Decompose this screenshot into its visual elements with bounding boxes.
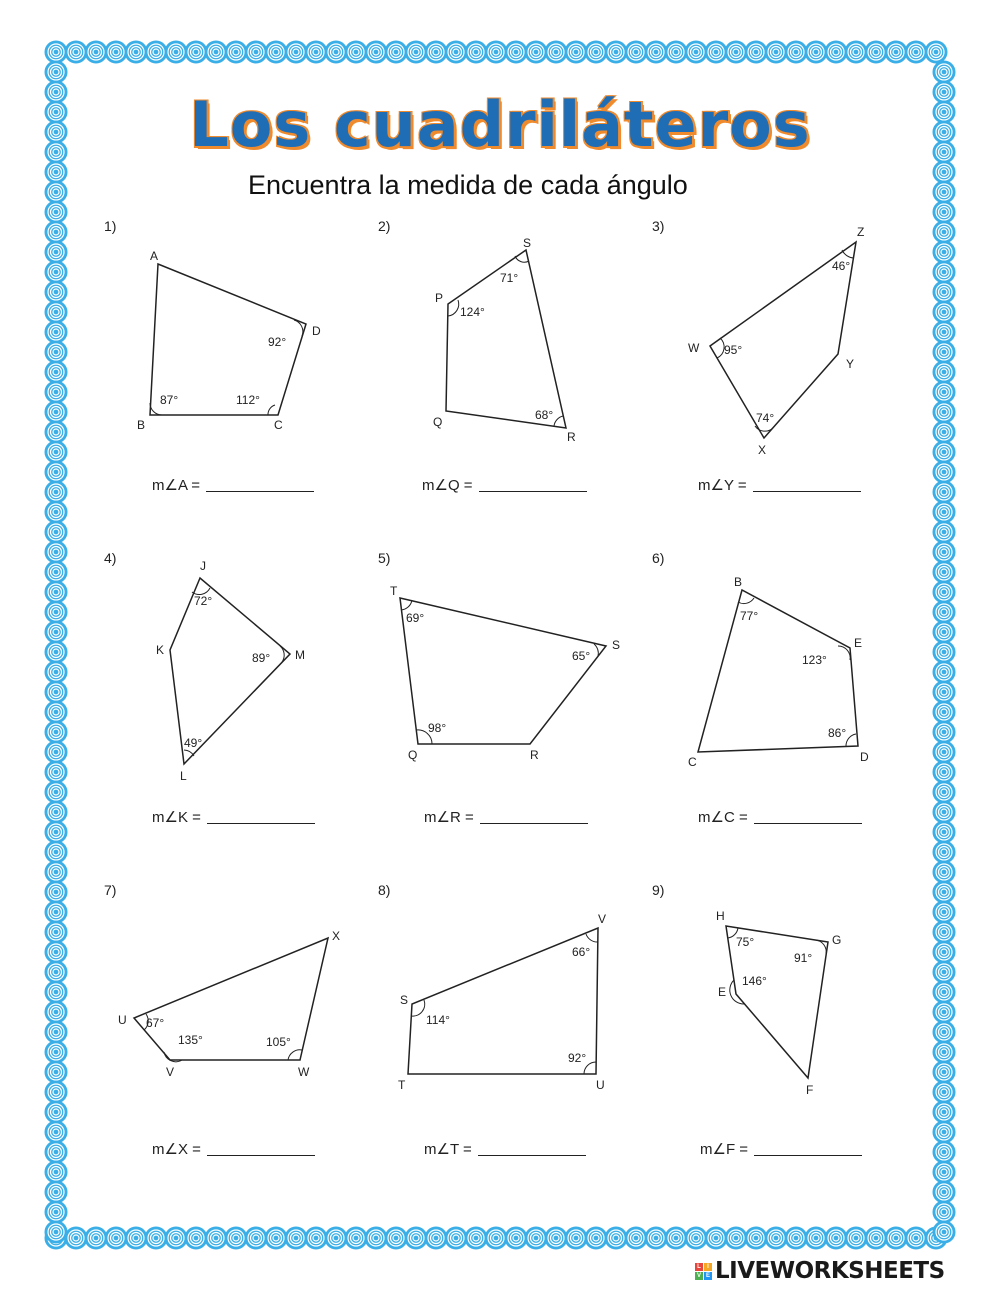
angle-measure: 72°	[194, 594, 213, 608]
logo-icon	[695, 1263, 712, 1280]
answer-line	[152, 808, 315, 826]
answer-blank[interactable]	[753, 477, 861, 492]
border-swirl	[45, 1101, 67, 1123]
angle-measure: 105°	[266, 1035, 291, 1049]
angle-measure: 95°	[724, 343, 743, 357]
border-swirl	[45, 181, 67, 203]
border-swirl	[45, 541, 67, 563]
border-swirl	[45, 981, 67, 1003]
problem-9	[652, 882, 952, 1182]
border-swirl	[45, 41, 67, 63]
border-swirl	[705, 41, 727, 63]
border-swirl	[45, 261, 67, 283]
border-swirl	[225, 1227, 247, 1249]
border-swirl	[445, 1227, 467, 1249]
angle-measure: 65°	[572, 649, 591, 663]
border-swirl	[905, 1227, 927, 1249]
border-swirl	[365, 41, 387, 63]
quadrilateral-figure	[378, 882, 678, 1142]
angle-measure: 123°	[802, 653, 827, 667]
border-swirl	[45, 1141, 67, 1163]
vertex-label: B	[734, 575, 743, 589]
border-swirl	[205, 41, 227, 63]
angle-measure: 135°	[178, 1033, 203, 1047]
border-swirl	[45, 1001, 67, 1023]
angle-measure: 86°	[828, 726, 847, 740]
border-swirl	[45, 441, 67, 463]
problem-number: 2)	[378, 218, 391, 234]
border-swirl	[45, 1041, 67, 1063]
answer-blank[interactable]	[206, 477, 314, 492]
border-swirl	[145, 41, 167, 63]
border-swirl	[445, 41, 467, 63]
border-swirl	[285, 41, 307, 63]
angle-measure: 114°	[426, 1013, 450, 1027]
answer-line	[700, 1140, 862, 1158]
answer-blank[interactable]	[207, 809, 315, 824]
angle-measure: 66°	[572, 945, 591, 959]
border-swirl	[565, 41, 587, 63]
vertex-label: B	[137, 418, 146, 432]
border-swirl	[505, 41, 527, 63]
border-swirl	[45, 721, 67, 743]
border-swirl	[45, 501, 67, 523]
border-swirl	[385, 1227, 407, 1249]
border-swirl	[933, 61, 955, 83]
border-swirl	[485, 1227, 507, 1249]
vertex-label: S	[612, 638, 621, 652]
angle-measure: 46°	[832, 259, 851, 273]
border-swirl	[925, 41, 947, 63]
answer-line	[152, 1140, 315, 1158]
problem-4	[104, 550, 404, 850]
border-swirl	[45, 941, 67, 963]
border-swirl	[45, 321, 67, 343]
vertex-label: Q	[433, 415, 443, 429]
border-swirl	[45, 221, 67, 243]
problem-number: 3)	[652, 218, 665, 234]
vertex-label: W	[688, 341, 700, 355]
answer-question: m∠T =	[424, 1141, 472, 1158]
border-swirl	[545, 41, 567, 63]
border-swirl	[625, 1227, 647, 1249]
problem-8	[378, 882, 678, 1182]
angle-measure: 87°	[160, 393, 179, 407]
border-swirl	[785, 41, 807, 63]
vertex-label: V	[166, 1065, 175, 1079]
angle-measure: 89°	[252, 651, 271, 665]
border-swirl	[345, 1227, 367, 1249]
problem-2	[378, 218, 678, 518]
answer-line	[424, 808, 588, 826]
border-swirl	[45, 801, 67, 823]
answer-question: m∠Y =	[698, 477, 747, 494]
border-swirl	[45, 841, 67, 863]
border-swirl	[645, 41, 667, 63]
border-swirl	[45, 881, 67, 903]
vertex-label: S	[523, 236, 532, 250]
quadrilateral-figure	[652, 550, 952, 810]
border-swirl	[425, 41, 447, 63]
border-swirl	[45, 901, 67, 923]
vertex-label: E	[718, 985, 727, 999]
border-swirl	[45, 361, 67, 383]
border-swirl	[265, 1227, 287, 1249]
angle-measure: 74°	[756, 411, 775, 425]
answer-line	[698, 808, 862, 826]
border-swirl	[45, 861, 67, 883]
vertex-label: Z	[857, 225, 865, 239]
angle-measure: 68°	[535, 408, 554, 422]
border-swirl	[825, 1227, 847, 1249]
border-swirl	[405, 41, 427, 63]
border-swirl	[45, 401, 67, 423]
answer-blank[interactable]	[754, 1141, 862, 1156]
quadrilateral-figure	[652, 218, 952, 478]
problem-number: 1)	[104, 218, 117, 234]
logo-letter: L	[695, 1263, 703, 1271]
border-swirl	[485, 41, 507, 63]
border-swirl	[933, 1221, 955, 1243]
angle-measure: 69°	[406, 611, 425, 625]
vertex-label: X	[758, 443, 767, 457]
border-swirl	[45, 521, 67, 543]
vertex-label: C	[274, 418, 283, 432]
problem-number: 4)	[104, 550, 117, 566]
border-swirl	[45, 481, 67, 503]
border-swirl	[805, 1227, 827, 1249]
border-swirl	[845, 1227, 867, 1249]
border-swirl	[325, 1227, 347, 1249]
border-swirl	[565, 1227, 587, 1249]
angle-measure: 75°	[736, 935, 755, 949]
border-swirl	[465, 41, 487, 63]
border-swirl	[425, 1227, 447, 1249]
vertex-label: F	[806, 1083, 814, 1097]
quadrilateral-figure	[652, 882, 952, 1142]
border-swirl	[265, 41, 287, 63]
border-swirl	[65, 41, 87, 63]
border-swirl	[785, 1227, 807, 1249]
border-swirl	[45, 601, 67, 623]
border-swirl	[185, 1227, 207, 1249]
answer-question: m∠A =	[152, 477, 201, 494]
answer-question: m∠Q =	[422, 477, 473, 494]
answer-blank[interactable]	[478, 1141, 586, 1156]
vertex-label: J	[200, 559, 206, 573]
answer-question: m∠R =	[424, 809, 474, 826]
logo-text: LIVEWORKSHEETS	[715, 1258, 945, 1284]
problem-number: 8)	[378, 882, 391, 898]
border-swirl	[933, 181, 955, 203]
problem-5	[378, 550, 678, 850]
logo-letter: E	[705, 1272, 710, 1279]
border-swirl	[45, 161, 67, 183]
border-swirl	[933, 1201, 955, 1223]
border-swirl	[805, 41, 827, 63]
border-swirl	[525, 1227, 547, 1249]
problem-1	[104, 218, 404, 518]
border-swirl	[145, 1227, 167, 1249]
border-swirl	[685, 1227, 707, 1249]
quadrilateral-figure	[104, 882, 404, 1142]
border-swirl	[85, 1227, 107, 1249]
border-swirl	[765, 41, 787, 63]
angle-measure: 124°	[460, 305, 485, 319]
border-swirl	[305, 41, 327, 63]
border-swirl	[45, 921, 67, 943]
border-swirl	[933, 161, 955, 183]
border-swirl	[605, 41, 627, 63]
vertex-label: L	[180, 769, 187, 783]
border-swirl	[725, 41, 747, 63]
angle-measure: 49°	[184, 736, 203, 750]
border-swirl	[285, 1227, 307, 1249]
border-swirl	[845, 41, 867, 63]
border-swirl	[205, 1227, 227, 1249]
border-swirl	[465, 1227, 487, 1249]
vertex-label: K	[156, 643, 165, 657]
border-swirl	[45, 1161, 67, 1183]
border-swirl	[365, 1227, 387, 1249]
border-swirl	[45, 1021, 67, 1043]
quadrilateral-figure	[104, 550, 404, 810]
border-swirl	[45, 741, 67, 763]
border-swirl	[245, 1227, 267, 1249]
border-swirl	[45, 701, 67, 723]
answer-line	[422, 476, 587, 494]
angle-measure: 67°	[146, 1016, 165, 1030]
border-swirl	[45, 61, 67, 83]
problem-number: 7)	[104, 882, 117, 898]
border-swirl	[545, 1227, 567, 1249]
quadrilateral-figure	[378, 550, 678, 810]
vertex-label: S	[400, 993, 409, 1007]
border-swirl	[45, 421, 67, 443]
border-swirl	[45, 1221, 67, 1243]
problem-6	[652, 550, 952, 850]
answer-question: m∠K =	[152, 809, 201, 826]
answer-blank[interactable]	[479, 477, 587, 492]
vertex-label: G	[832, 933, 842, 947]
border-swirl	[65, 1227, 87, 1249]
border-swirl	[45, 381, 67, 403]
border-swirl	[45, 1181, 67, 1203]
border-swirl	[245, 41, 267, 63]
border-swirl	[625, 41, 647, 63]
border-swirl	[525, 41, 547, 63]
logo-letter: I	[704, 1263, 712, 1271]
vertex-label: T	[398, 1078, 406, 1092]
border-swirl	[825, 41, 847, 63]
answer-line	[424, 1140, 586, 1158]
border-swirl	[45, 1081, 67, 1103]
border-swirl	[45, 461, 67, 483]
vertex-label: Q	[408, 748, 418, 762]
border-swirl	[325, 41, 347, 63]
liveworksheets-logo	[695, 1258, 945, 1284]
border-swirl	[125, 1227, 147, 1249]
vertex-label: A	[150, 249, 159, 263]
border-swirl	[45, 201, 67, 223]
answer-question: m∠X =	[152, 1141, 201, 1158]
border-swirl	[865, 41, 887, 63]
border-swirl	[765, 1227, 787, 1249]
border-swirl	[45, 1061, 67, 1083]
vertex-label: P	[435, 291, 444, 305]
border-swirl	[705, 1227, 727, 1249]
vertex-label: U	[596, 1078, 605, 1092]
border-swirl	[45, 821, 67, 843]
border-swirl	[585, 41, 607, 63]
problem-number: 5)	[378, 550, 391, 566]
angle-measure: 92°	[268, 335, 287, 349]
problem-3	[652, 218, 952, 518]
border-swirl	[645, 1227, 667, 1249]
border-swirl	[665, 1227, 687, 1249]
quadrilateral-figure	[378, 218, 678, 478]
border-swirl	[885, 1227, 907, 1249]
border-swirl	[105, 41, 127, 63]
border-swirl	[665, 41, 687, 63]
vertex-label: E	[854, 636, 863, 650]
border-swirl	[933, 861, 955, 883]
angle-measure: 71°	[500, 271, 519, 285]
border-swirl	[865, 1227, 887, 1249]
worksheet-instructions: Encuentra la medida de cada ángulo	[248, 170, 688, 200]
border-swirl	[85, 41, 107, 63]
problem-number: 6)	[652, 550, 665, 566]
border-swirl	[45, 681, 67, 703]
border-swirl	[45, 281, 67, 303]
vertex-label: V	[598, 912, 607, 926]
answer-question: m∠C =	[698, 809, 748, 826]
border-swirl	[45, 661, 67, 683]
vertex-label: R	[567, 430, 576, 444]
border-swirl	[45, 781, 67, 803]
border-swirl	[725, 1227, 747, 1249]
answer-blank[interactable]	[207, 1141, 315, 1156]
vertex-label: H	[716, 909, 725, 923]
vertex-label: D	[312, 324, 321, 338]
angle-measure: 112°	[236, 393, 260, 407]
border-swirl	[45, 301, 67, 323]
border-swirl	[45, 561, 67, 583]
border-swirl	[505, 1227, 527, 1249]
border-swirl	[45, 1201, 67, 1223]
border-swirl	[905, 41, 927, 63]
answer-blank[interactable]	[754, 809, 862, 824]
angle-measure: 98°	[428, 721, 447, 735]
border-swirl	[385, 41, 407, 63]
border-swirl	[405, 1227, 427, 1249]
answer-line	[152, 476, 314, 494]
angle-measure: 92°	[568, 1051, 587, 1065]
border-swirl	[165, 41, 187, 63]
answer-question: m∠F =	[700, 1141, 749, 1158]
border-swirl	[885, 41, 907, 63]
border-swirl	[605, 1227, 627, 1249]
vertex-label: D	[860, 750, 869, 764]
logo-letter: V	[696, 1272, 701, 1279]
border-swirl	[345, 41, 367, 63]
border-swirl	[685, 41, 707, 63]
vertex-label: W	[298, 1065, 310, 1079]
vertex-label: Y	[846, 357, 855, 371]
vertex-label: X	[332, 929, 341, 943]
vertex-label: U	[118, 1013, 127, 1027]
border-swirl	[45, 961, 67, 983]
problem-number: 9)	[652, 882, 665, 898]
angle-measure: 77°	[740, 609, 759, 623]
vertex-label: T	[390, 584, 398, 598]
border-swirl	[585, 1227, 607, 1249]
border-swirl	[45, 341, 67, 363]
border-swirl	[225, 41, 247, 63]
vertex-label: M	[295, 648, 305, 662]
border-swirl	[745, 1227, 767, 1249]
border-swirl	[165, 1227, 187, 1249]
vertex-label: C	[688, 755, 697, 769]
worksheet-title: Los cuadriláteros	[189, 88, 811, 161]
border-swirl	[45, 761, 67, 783]
border-swirl	[45, 621, 67, 643]
border-swirl	[745, 41, 767, 63]
border-swirl	[45, 581, 67, 603]
border-swirl	[125, 41, 147, 63]
quadrilateral-figure	[104, 218, 404, 478]
angle-measure: 91°	[794, 951, 813, 965]
border-swirl	[933, 521, 955, 543]
angle-measure: 146°	[742, 974, 767, 988]
border-swirl	[933, 1181, 955, 1203]
border-swirl	[185, 41, 207, 63]
answer-line	[698, 476, 861, 494]
border-swirl	[105, 1227, 127, 1249]
problem-7	[104, 882, 404, 1182]
border-swirl	[45, 641, 67, 663]
border-swirl	[305, 1227, 327, 1249]
answer-blank[interactable]	[480, 809, 588, 824]
vertex-label: R	[530, 748, 539, 762]
border-swirl	[45, 1121, 67, 1143]
border-swirl	[45, 241, 67, 263]
